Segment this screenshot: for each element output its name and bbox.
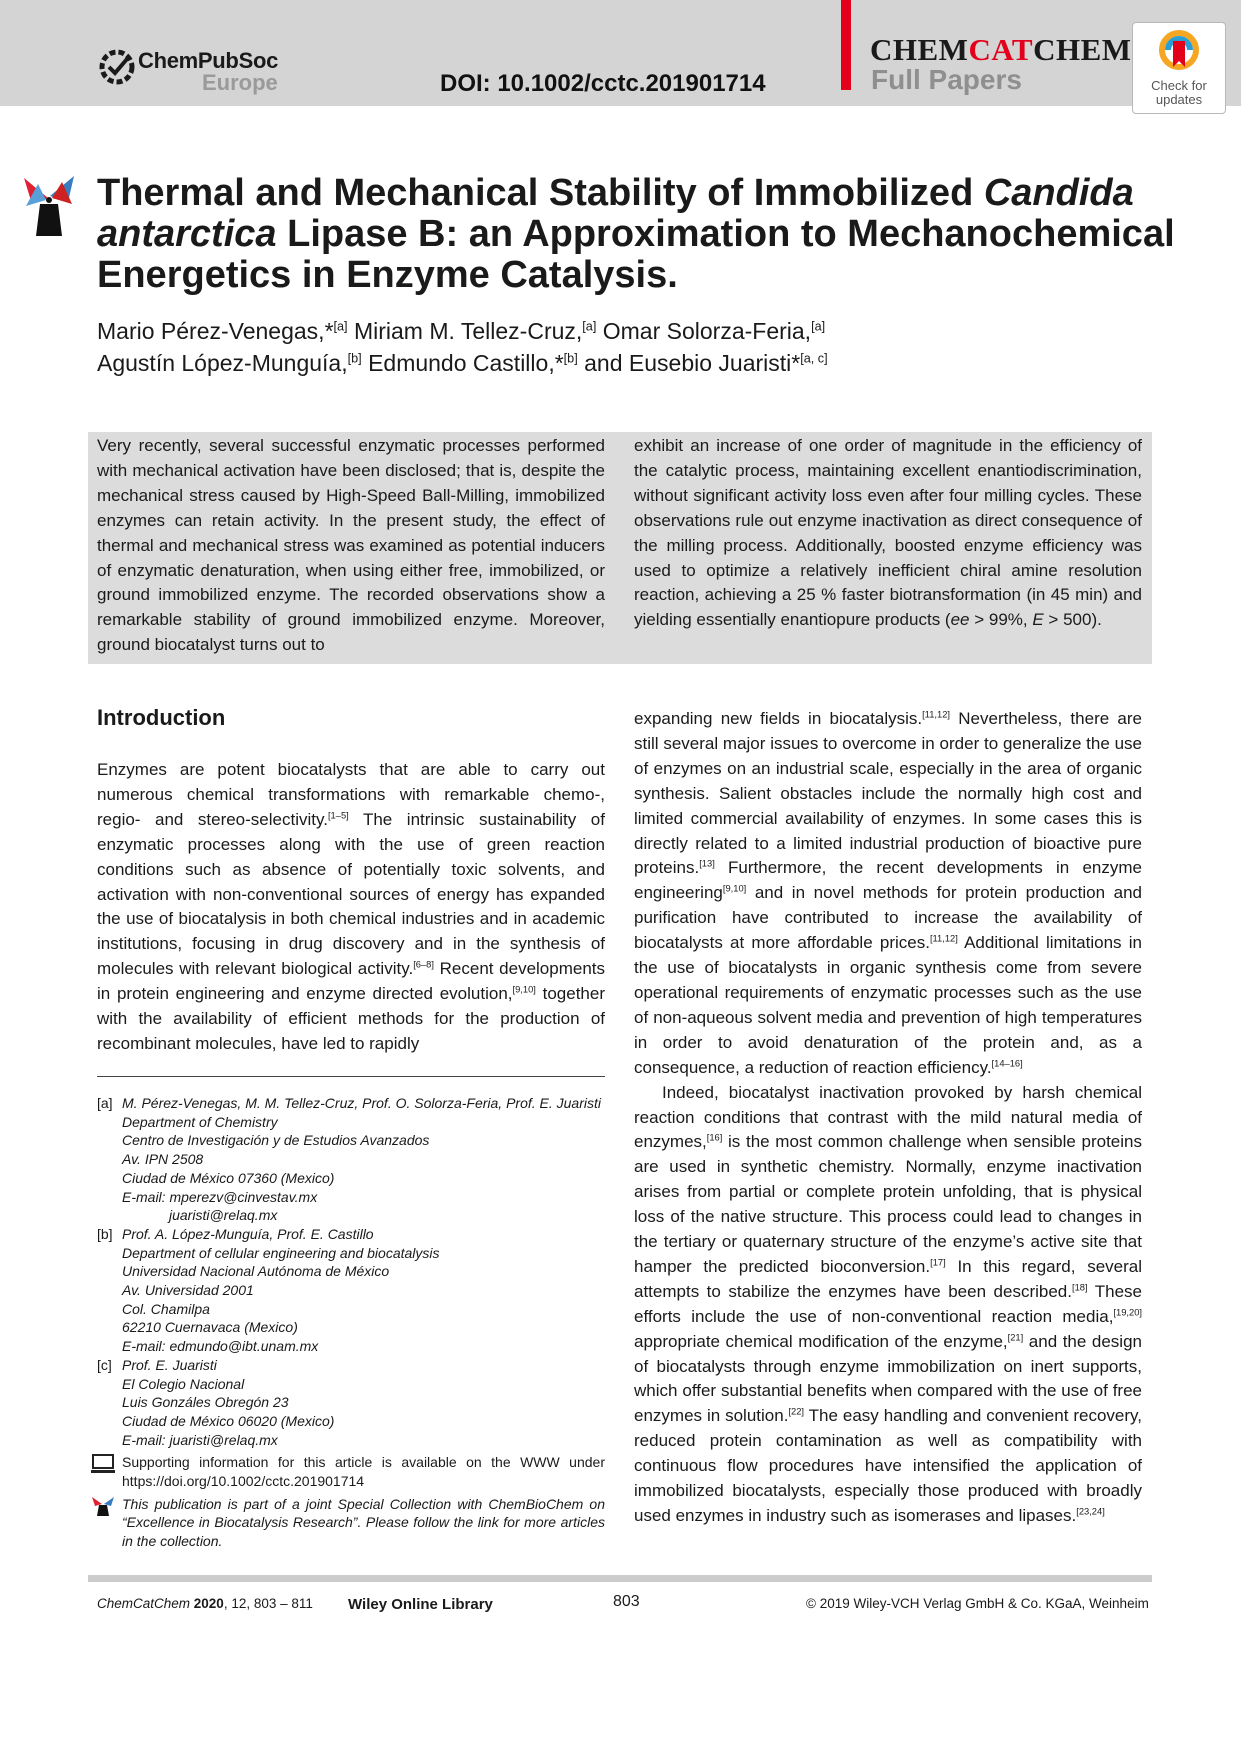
copyright: © 2019 Wiley-VCH Verlag GmbH & Co. KGaA, Weinheim — [806, 1596, 1149, 1611]
abstract-symbol: ee — [950, 610, 970, 630]
affiliation-line: Department of Chemistry — [122, 1113, 278, 1130]
crossmark-icon — [1158, 29, 1200, 75]
body-text: Additional limitations in the use of biocatalysts in organic synthesis come from severe operational requirements of enzymatic processes such as the use of non-aqueous solvent media and prevention of high temperatures in order to avoid denaturation of the protein and, as a consequence, a reduction of reaction efficiency. — [634, 933, 1142, 1077]
author-name: Miriam M. Tellez-Cruz, — [353, 318, 583, 344]
wiley-online-library-link[interactable]: Wiley Online Library — [348, 1596, 493, 1613]
email-link[interactable]: juaristi@relaq.mx — [169, 1207, 278, 1224]
citation-link[interactable]: [6–8] — [413, 959, 434, 970]
badge-line-2: updates — [1155, 92, 1203, 107]
author-name: Mario Pérez-Venegas,* — [97, 318, 334, 344]
supporting-info-note — [97, 1453, 605, 1490]
affiliation-ref: [a] — [811, 319, 826, 334]
body-text: In this regard, several attempts to stabilize the enzymes have been described. — [634, 1256, 1142, 1301]
body-text: Recent developments in protein engineering and enzyme directed evolution, — [97, 959, 606, 1004]
author-name: Edmundo Castillo,* — [368, 350, 564, 376]
citation-link[interactable]: [11,12] — [922, 709, 951, 720]
title-species: Candida antarctica — [97, 172, 1134, 255]
journal-citation — [97, 1596, 313, 1611]
footnote-divider — [97, 1076, 605, 1077]
computer-icon — [90, 1453, 116, 1475]
check-updates-button[interactable] — [1132, 22, 1226, 114]
author-name: Omar Solorza-Feria, — [602, 318, 812, 344]
body-text: appropriate chemical modification of the enzyme, — [634, 1331, 1008, 1351]
body-text: is the most common challenge when sensible proteins are used in synthetic chemistry. Normally, enzyme inactivation arises from partial or complete protein unfolding, that is physical loss of the native structure. This process could lead to changes in the tertiary or quaternary structure of the enzyme’s active site that hamper the predicted bioconversion. — [634, 1132, 1142, 1276]
affiliation-footnotes — [97, 1094, 605, 1551]
footer-journal: ChemCatChem — [97, 1596, 191, 1611]
author — [368, 350, 578, 376]
affiliation-ref: [b] — [347, 351, 362, 366]
publisher-region: Europe — [202, 70, 278, 95]
footer-pages: , 12, 803 – 811 — [223, 1596, 313, 1611]
affiliation-line: Department of cellular engineering and biocatalysis — [122, 1244, 440, 1261]
body-text: expanding new fields in biocatalysis. — [634, 709, 923, 728]
journal-name-cat: CAT — [968, 32, 1034, 67]
journal-name-part: CHEM — [1033, 32, 1132, 67]
title-text: Thermal and Mechanical Stability of Immobilized — [97, 172, 984, 214]
abstract-text: > 99%, — [969, 610, 1033, 630]
publisher-name: ChemPubSoc — [138, 48, 279, 73]
citation-link[interactable]: [23,24] — [1076, 1506, 1105, 1517]
author-list — [97, 315, 1177, 379]
affiliation-a — [97, 1094, 605, 1225]
affiliation-line: Av. Universidad 2001 — [122, 1282, 254, 1299]
paragraph — [97, 758, 605, 1057]
author — [97, 350, 362, 376]
email-link[interactable]: E-mail: edmundo@ibt.unam.mx — [122, 1338, 319, 1355]
body-text: Nevertheless, there are still several major issues to overcome in order to generalize the use of enzymes on an industrial scale, especially in the area of organic synthesis. Salient obstacles include the normally high cost and limited commercial availability of enzymes. In some cases this is directly related to a limited industrial production of bioactive pure proteins. — [634, 709, 1142, 878]
citation-link[interactable]: [14–16] — [991, 1058, 1023, 1069]
accent-bar — [841, 0, 851, 90]
affiliation-line: Luis Gonzáles Obregón 23 — [122, 1394, 289, 1411]
affiliation-line: El Colegio Nacional — [122, 1375, 245, 1392]
abstract-text: > 500). — [1043, 610, 1102, 630]
body-text: The easy handling and convenient recovery, reduced protein contamination as well as compatibility with continuous flow procedures have intensified the application of immobilized biocatalysts, especially those produced with broadly used enzymes in industry such as isomerases and lipases. — [634, 1406, 1142, 1525]
footer-rule — [88, 1575, 1152, 1582]
affiliation-line: Ciudad de México 07360 (Mexico) — [122, 1169, 335, 1186]
page-header — [0, 0, 1241, 106]
affiliation-key: [b] — [97, 1225, 113, 1242]
citation-link[interactable]: [9,10] — [722, 883, 747, 894]
body-text: Furthermore, the recent developments in enzyme engineering — [634, 858, 1142, 903]
badge-line-1: Check for — [1151, 78, 1207, 93]
citation-link[interactable]: [16] — [706, 1132, 723, 1143]
body-text: Enzymes are potent biocatalysts that are able to carry out numerous chemical transformations with remarkable chemo-, regio- and stereo-selectivity. — [97, 760, 605, 829]
affiliation-line: Col. Chamilpa — [122, 1300, 210, 1317]
abstract-right-column — [634, 434, 1142, 633]
publisher-logo[interactable] — [98, 48, 298, 98]
affiliation-line: Ciudad de México 06020 (Mexico) — [122, 1412, 335, 1429]
author — [97, 318, 348, 344]
body-text: Indeed, biocatalyst inactivation provoked by harsh chemical reaction conditions that contrast with the mild natural media of enzymes, — [634, 1082, 1142, 1152]
email-link[interactable]: E-mail: mperezv@cinvestav.mx — [122, 1188, 318, 1205]
affiliation-key: [c] — [97, 1356, 112, 1373]
citation-link[interactable]: [9,10] — [512, 984, 536, 995]
abstract-text: exhibit an increase of one order of magnitude in the efficiency of the catalytic process, maintaining excellent enantiodiscrimination, without significant activity loss even after four milling cycles. These observations rule out enzyme inactivation as direct consequence of the milling process. Additionally, boosted enzyme efficiency was used to optimize a relatively inefficient chiral amine resolution reaction, achieving a 25 % faster biotransformation (in 45 min) and yielding essentially enantiopure products ( — [634, 436, 1142, 630]
abstract-symbol: E — [1032, 610, 1044, 630]
section-label: Full Papers — [871, 64, 1022, 95]
special-collection-icon — [18, 170, 80, 240]
body-left-column — [97, 758, 605, 1057]
collection-text[interactable]: This publication is part of a joint Special Collection with ChemBioChem on “Excellence in Biocatalysis Research”. Please follow the link for more articles in the collection. — [122, 1495, 605, 1550]
affiliation-ref: [b] — [563, 351, 578, 366]
email-link[interactable]: E-mail: juaristi@relaq.mx — [122, 1431, 278, 1448]
author — [584, 350, 827, 376]
affiliation-ref: [a, c] — [800, 351, 828, 366]
journal-name — [870, 32, 1132, 68]
title-text: Lipase B: an Approximation to Mechanochemical Energetics in Enzyme Catalysis. — [97, 213, 1175, 296]
affiliation-line: Universidad Nacional Autónoma de México — [122, 1263, 390, 1280]
page-number: 803 — [613, 1593, 640, 1610]
collection-note — [97, 1495, 605, 1551]
body-text: and the design of biocatalysts through enzyme immobilization on inert supports, which offer substantial benefits when compared with the use of free enzymes in solution. — [634, 1331, 1142, 1426]
special-collection-small-icon — [90, 1495, 116, 1517]
affiliation-line: Prof. A. López-Munguía, Prof. E. Castillo — [122, 1225, 374, 1242]
footer-year: 2020 — [190, 1596, 224, 1611]
citation-link[interactable]: [22] — [788, 1406, 805, 1417]
body-text: These efforts include the use of non-conventional reaction media, — [634, 1281, 1143, 1326]
author — [603, 318, 825, 344]
citation-link[interactable]: [17] — [930, 1257, 946, 1268]
author-name: and Eusebio Juaristi* — [584, 350, 801, 376]
citation-link[interactable]: [19,20] — [1113, 1307, 1142, 1318]
paragraph — [634, 707, 1142, 1081]
affiliation-line: Centro de Investigación y de Estudios Avanzados — [122, 1132, 430, 1149]
article-title — [97, 173, 1177, 296]
body-text: together with the availability of efficient methods for the production of recombinant molecules, have led to rapidly — [97, 984, 606, 1053]
body-right-column — [634, 707, 1142, 1529]
affiliation-line: M. Pérez-Venegas, M. M. Tellez-Cruz, Prof. O. Solorza-Feria, Prof. E. Juaristi — [122, 1095, 601, 1111]
affiliation-line: 62210 Cuernavaca (Mexico) — [122, 1319, 298, 1336]
author-name: Agustín López-Munguía, — [97, 350, 348, 376]
body-text: The intrinsic sustainability of enzymatic processes along with the use of green reaction conditions such as absence of potentially toxic solvents, and activation with non-conventional sources of energy has expanded the use of biocatalysis in both chemical industries and in academic institutions, focusing in drug discovery and in the synthesis of molecules with relevant biological activity. — [97, 809, 605, 979]
citation-link[interactable]: [1–5] — [327, 810, 349, 821]
abstract-left-column: Very recently, several successful enzymatic processes performed with mechanical activation have been disclosed; that is, despite the mechanical stress caused by High-Speed Ball-Milling, immobilized enzymes can retain activity. In the present study, the effect of thermal and mechanical stress was examined as potential inducers of enzymatic denaturation, when using either free, immobilized, or ground immobilized enzyme. The recorded observations show a remarkable stability of ground immobilized enzyme. Moreover, ground biocatalyst turns out to — [97, 436, 605, 655]
affiliation-line: Av. IPN 2508 — [122, 1151, 204, 1168]
affiliation-b — [97, 1225, 605, 1356]
citation-link[interactable]: [21] — [1007, 1332, 1024, 1342]
body-text: and in novel methods for protein production and purification have contributed to increase the availability of biocatalysts at more affordable prices. — [634, 883, 1142, 953]
affiliation-ref: [a] — [582, 319, 597, 334]
citation-link[interactable]: [18] — [1071, 1282, 1088, 1293]
badge-label — [1133, 79, 1225, 107]
journal-name-part: CHEM — [870, 32, 969, 67]
affiliation-ref: [a] — [333, 319, 348, 334]
section-heading: Introduction — [97, 705, 226, 730]
affiliation-key: [a] — [97, 1095, 113, 1111]
citation-link[interactable]: [13] — [699, 858, 715, 869]
supporting-info-link[interactable]: Supporting information for this article is available on the WWW under https://doi.org/10.1002/cctc.201901714 — [122, 1454, 605, 1490]
paragraph — [634, 1081, 1142, 1529]
chempubsoc-logo-icon — [98, 48, 136, 86]
author — [354, 318, 596, 344]
affiliation-c — [97, 1356, 605, 1450]
citation-link[interactable]: [11,12] — [929, 933, 958, 944]
doi-link[interactable]: DOI: 10.1002/cctc.201901714 — [440, 70, 766, 97]
affiliation-line: Prof. E. Juaristi — [122, 1356, 217, 1373]
